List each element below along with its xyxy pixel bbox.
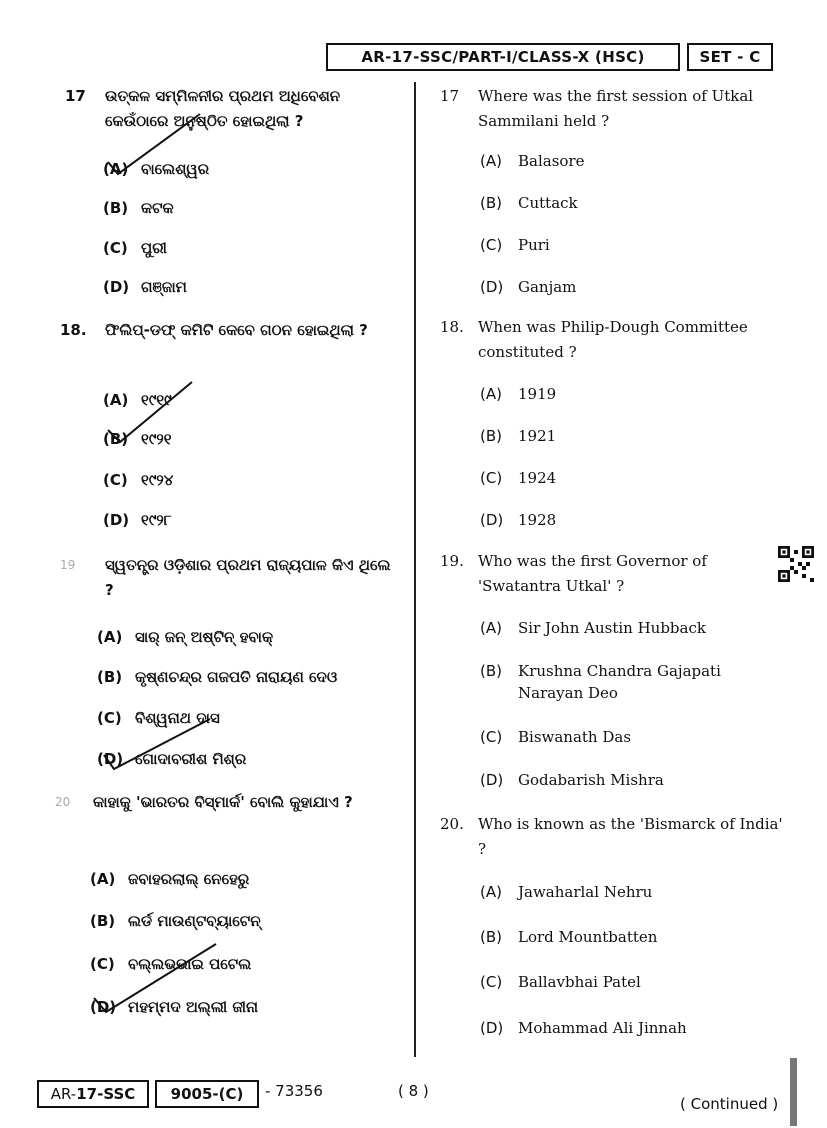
question-20-odia — [55, 790, 400, 815]
option-b: (B) 1921 — [480, 427, 557, 445]
question-number: 17 — [65, 87, 86, 105]
option-b: (B) Lord Mountbatten — [480, 928, 658, 946]
option-b: (B) ଲର୍ଡ ମାଉଣ୍ଟବ୍ୟାଟେନ୍ — [90, 912, 261, 930]
question-text: ଉତ୍କଳ ସମ୍ମିଳନୀର ପ୍ରଥମ ଅଧିବେଶନ କେଉଁଠାରେ ଅନୁଷ୍ଠିତ ହୋଇଥିଲା ? — [105, 87, 341, 130]
question-20-english — [440, 812, 785, 862]
question-number: 19 — [60, 558, 76, 572]
continued-label: ( Continued ) — [680, 1095, 779, 1113]
option-b: (B) ୧୯୨୧ — [103, 430, 172, 448]
option-a: (A) 1919 — [480, 385, 557, 403]
tick-mark-icon — [100, 715, 220, 775]
question-number: 19. — [440, 552, 464, 570]
option-a: (A) ଜବାହରଲାଲ୍ ନେହେରୁ — [90, 870, 250, 888]
option-b: (B) କୃଷ୍ଣଚନ୍ଦ୍ର ଗଜପତି ନାରାୟଣ ଦେଓ — [97, 668, 338, 686]
option-d: (D) ୧୯୨୮ — [103, 511, 172, 529]
option-c: (C) Puri — [480, 236, 550, 254]
option-a: (A) ୧୯୧୯ — [103, 391, 172, 409]
option-d: (D) ଗଞ୍ଜାମ — [103, 278, 187, 296]
option-a: (A) ବାଲେଶ୍ୱର — [103, 160, 210, 178]
question-number: 20. — [440, 815, 464, 833]
option-a: (A) Jawaharlal Nehru — [480, 883, 653, 901]
footer-serial: - 73356 — [265, 1082, 323, 1100]
tick-mark-icon — [100, 112, 220, 182]
question-number: 18. — [60, 321, 87, 339]
scan-edge — [790, 1058, 797, 1126]
option-c: (C) ବିଶ୍ୱନାଥ ଦାସ — [97, 709, 220, 727]
question-text: କାହାକୁ 'ଭାରତର ବିସ୍ମାର୍କ' ବୋଲି କୁହାଯାଏ ? — [93, 793, 353, 811]
footer-code-box: AR-17-SSC — [37, 1080, 149, 1108]
tick-mark-icon — [100, 378, 210, 448]
option-d: (D) Ganjam — [480, 278, 577, 296]
question-text: When was Philip-Dough Committee constituted ? — [478, 318, 748, 361]
question-text: ସ୍ୱତନ୍ତ୍ର ଓଡ଼ିଶାର ପ୍ରଥମ ରାଜ୍ୟପାଳ କିଏ ଥିଲେ ? — [105, 556, 391, 599]
question-number: 18. — [440, 318, 464, 336]
option-c: (C) ପୁରୀ — [103, 239, 167, 257]
set-label: SET - C — [687, 43, 773, 71]
option-c: (C) ୧୯୨୪ — [103, 471, 174, 489]
question-19-odia — [60, 553, 400, 603]
option-c: (C) Ballavbhai Patel — [480, 973, 641, 991]
question-19-english — [440, 549, 770, 599]
footer-paper-box: 9005-(C) — [155, 1080, 259, 1108]
question-number: 20 — [55, 795, 71, 809]
question-number: 17 — [440, 87, 460, 105]
question-18-odia — [60, 318, 400, 343]
column-divider — [414, 82, 416, 1057]
option-c: (C) ବଲ୍ଲଭଭାଇ ପଟେଲ — [90, 955, 252, 973]
option-a: (A) ସାର୍ ଜନ୍ ଅଷ୍ଟିନ୍ ହବାକ୍ — [97, 628, 274, 646]
question-17-english — [440, 84, 785, 134]
question-text: Where was the first session of Utkal Sammilani held ? — [478, 87, 754, 130]
option-d: (D) Godabarish Mishra — [480, 771, 664, 789]
option-b: (B) Krushna Chandra Gajapati Narayan Deo — [480, 662, 721, 702]
option-a: (A) Balasore — [480, 152, 585, 170]
option-d: (D) 1928 — [480, 511, 557, 529]
option-b: (B) କଟକ — [103, 199, 174, 217]
qr-code-icon — [778, 546, 814, 582]
option-b: (B) Cuttack — [480, 194, 578, 212]
option-d: (D) ମହମ୍ମଦ ଅଲ୍ଲୀ ଜୀନା — [90, 998, 259, 1016]
option-c: (C) 1924 — [480, 469, 557, 487]
paper-code-header: AR-17-SSC/PART-I/CLASS-X (HSC) — [326, 43, 680, 71]
tick-mark-icon — [88, 940, 228, 1020]
page-number: ( 8 ) — [398, 1082, 429, 1100]
option-a: (A) Sir John Austin Hubback — [480, 619, 706, 637]
question-text: ଫିଲିପ୍-ଡଫ୍ କମିଟି କେବେ ଗଠନ ହୋଇଥିଲା ? — [105, 321, 368, 339]
option-d: (D) Mohammad Ali Jinnah — [480, 1019, 687, 1037]
option-c: (C) Biswanath Das — [480, 728, 632, 746]
question-text: Who was the first Governor of 'Swatantra Utkal' ? — [478, 552, 707, 595]
question-18-english — [440, 315, 785, 365]
question-text: Who is known as the 'Bismarck of India' ? — [478, 815, 783, 858]
option-d: (D) ଗୋଦାବରୀଶ ମିଶ୍ର — [97, 750, 247, 768]
